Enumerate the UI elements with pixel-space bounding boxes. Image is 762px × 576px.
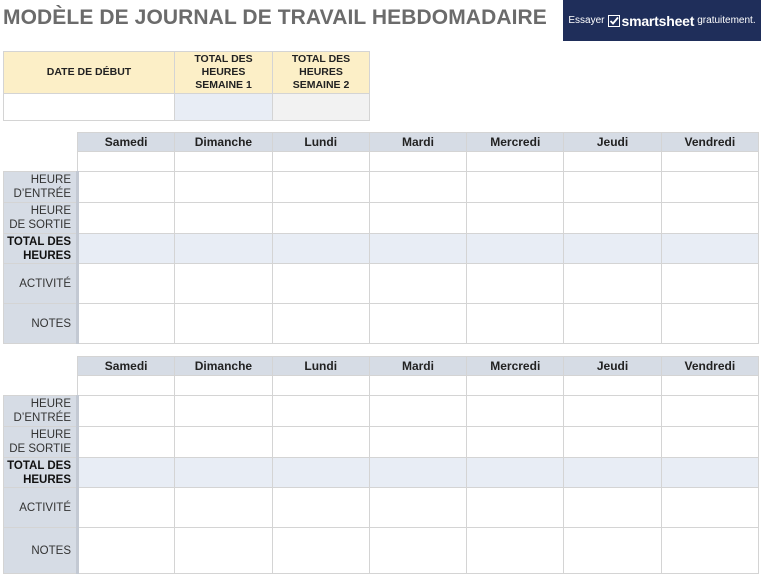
activity-cell[interactable] (467, 264, 564, 304)
time-in-cell[interactable] (272, 396, 369, 427)
time-out-cell[interactable] (661, 427, 758, 458)
activity-label: ACTIVITÉ (4, 488, 78, 528)
time-out-cell[interactable] (564, 427, 661, 458)
activity-cell[interactable] (661, 488, 758, 528)
time-out-cell[interactable] (175, 203, 272, 234)
notes-cell[interactable] (369, 528, 466, 574)
time-in-cell[interactable] (78, 172, 175, 203)
time-out-cell[interactable] (272, 203, 369, 234)
date-cell[interactable] (175, 376, 272, 396)
banner-suffix: gratuitement. (697, 15, 756, 26)
notes-cell[interactable] (661, 304, 758, 344)
time-out-cell[interactable] (661, 203, 758, 234)
header-corner (4, 133, 78, 152)
date-cell[interactable] (369, 376, 466, 396)
banner-brand: smartsheet (621, 12, 695, 29)
banner-prefix: Essayer (568, 15, 605, 26)
date-cell[interactable] (78, 152, 175, 172)
time-out-cell[interactable] (369, 427, 466, 458)
day-header: Vendredi (661, 357, 758, 376)
start-date-header: DATE DE DÉBUT (4, 52, 175, 94)
day-header: Mardi (369, 357, 466, 376)
time-in-cell[interactable] (661, 172, 758, 203)
total-hours-cell (369, 458, 466, 488)
total-hours-cell (661, 458, 758, 488)
day-header: Vendredi (661, 133, 758, 152)
checkmark-logo-icon (608, 15, 620, 27)
time-in-cell[interactable] (564, 396, 661, 427)
notes-cell[interactable] (369, 304, 466, 344)
total-hours-cell (78, 234, 175, 264)
day-header: Jeudi (564, 133, 661, 152)
total-hours-cell (369, 234, 466, 264)
week1-total-header: TOTAL DES HEURES SEMAINE 1 (175, 52, 273, 94)
time-out-cell[interactable] (369, 203, 466, 234)
notes-cell[interactable] (467, 528, 564, 574)
time-out-cell[interactable] (467, 427, 564, 458)
total-hours-label: TOTAL DES HEURES (4, 234, 78, 264)
date-cell[interactable] (564, 376, 661, 396)
time-in-cell[interactable] (175, 172, 272, 203)
week-1-table (3, 132, 759, 344)
activity-cell[interactable] (564, 264, 661, 304)
activity-cell[interactable] (272, 488, 369, 528)
day-header: Samedi (78, 357, 175, 376)
date-cell[interactable] (175, 152, 272, 172)
time-out-cell[interactable] (272, 427, 369, 458)
week-2-table (3, 356, 759, 574)
day-header: Lundi (272, 133, 369, 152)
header-corner (4, 357, 78, 376)
notes-cell[interactable] (175, 528, 272, 574)
date-cell[interactable] (661, 152, 758, 172)
day-header: Mardi (369, 133, 466, 152)
activity-label: ACTIVITÉ (4, 264, 78, 304)
notes-cell[interactable] (78, 528, 175, 574)
summary-table (3, 51, 370, 121)
date-cell[interactable] (78, 376, 175, 396)
total-hours-cell (78, 458, 175, 488)
date-cell[interactable] (467, 376, 564, 396)
time-out-cell[interactable] (78, 203, 175, 234)
time-out-cell[interactable] (175, 427, 272, 458)
activity-cell[interactable] (175, 488, 272, 528)
activity-cell[interactable] (369, 488, 466, 528)
time-in-cell[interactable] (369, 172, 466, 203)
date-corner (4, 152, 78, 172)
total-hours-cell (175, 458, 272, 488)
time-in-label: HEURE D’ENTRÉE (4, 172, 78, 203)
total-hours-cell (272, 458, 369, 488)
notes-cell[interactable] (175, 304, 272, 344)
notes-cell[interactable] (564, 304, 661, 344)
date-cell[interactable] (564, 152, 661, 172)
day-header: Mercredi (467, 133, 564, 152)
total-hours-cell (661, 234, 758, 264)
day-header: Jeudi (564, 357, 661, 376)
time-out-cell[interactable] (78, 427, 175, 458)
total-hours-cell (564, 234, 661, 264)
time-in-cell[interactable] (175, 396, 272, 427)
notes-cell[interactable] (78, 304, 175, 344)
day-header: Dimanche (175, 357, 272, 376)
date-cell[interactable] (467, 152, 564, 172)
page-title: MODÈLE DE JOURNAL DE TRAVAIL HEBDOMADAIRE (3, 6, 547, 29)
activity-cell[interactable] (78, 264, 175, 304)
activity-cell[interactable] (175, 264, 272, 304)
total-hours-label: TOTAL DES HEURES (4, 458, 78, 488)
time-out-cell[interactable] (467, 203, 564, 234)
week2-total-cell (273, 94, 370, 121)
start-date-cell[interactable] (4, 94, 175, 121)
time-in-cell[interactable] (467, 172, 564, 203)
time-in-cell[interactable] (78, 396, 175, 427)
activity-cell[interactable] (78, 488, 175, 528)
notes-cell[interactable] (661, 528, 758, 574)
day-header: Mercredi (467, 357, 564, 376)
date-corner (4, 376, 78, 396)
total-hours-cell (467, 458, 564, 488)
time-in-cell[interactable] (272, 172, 369, 203)
smartsheet-trial-banner[interactable] (563, 0, 761, 41)
notes-label: NOTES (4, 528, 78, 574)
activity-cell[interactable] (272, 264, 369, 304)
notes-cell[interactable] (564, 528, 661, 574)
notes-cell[interactable] (272, 528, 369, 574)
day-header: Samedi (78, 133, 175, 152)
date-cell[interactable] (661, 376, 758, 396)
week2-total-header: TOTAL DES HEURES SEMAINE 2 (273, 52, 370, 94)
date-cell[interactable] (272, 376, 369, 396)
notes-cell[interactable] (272, 304, 369, 344)
time-out-label: HEURE DE SORTIE (4, 427, 78, 458)
week1-total-cell (175, 94, 273, 121)
time-in-cell[interactable] (369, 396, 466, 427)
date-cell[interactable] (272, 152, 369, 172)
total-hours-cell (272, 234, 369, 264)
time-in-cell[interactable] (564, 172, 661, 203)
activity-cell[interactable] (369, 264, 466, 304)
total-hours-cell (564, 458, 661, 488)
time-in-cell[interactable] (467, 396, 564, 427)
activity-cell[interactable] (661, 264, 758, 304)
notes-label: NOTES (4, 304, 78, 344)
time-in-cell[interactable] (661, 396, 758, 427)
time-in-label: HEURE D’ENTRÉE (4, 396, 78, 427)
date-cell[interactable] (369, 152, 466, 172)
time-out-cell[interactable] (564, 203, 661, 234)
notes-cell[interactable] (467, 304, 564, 344)
total-hours-cell (175, 234, 272, 264)
activity-cell[interactable] (564, 488, 661, 528)
total-hours-cell (467, 234, 564, 264)
activity-cell[interactable] (467, 488, 564, 528)
time-out-label: HEURE DE SORTIE (4, 203, 78, 234)
day-header: Dimanche (175, 133, 272, 152)
day-header: Lundi (272, 357, 369, 376)
